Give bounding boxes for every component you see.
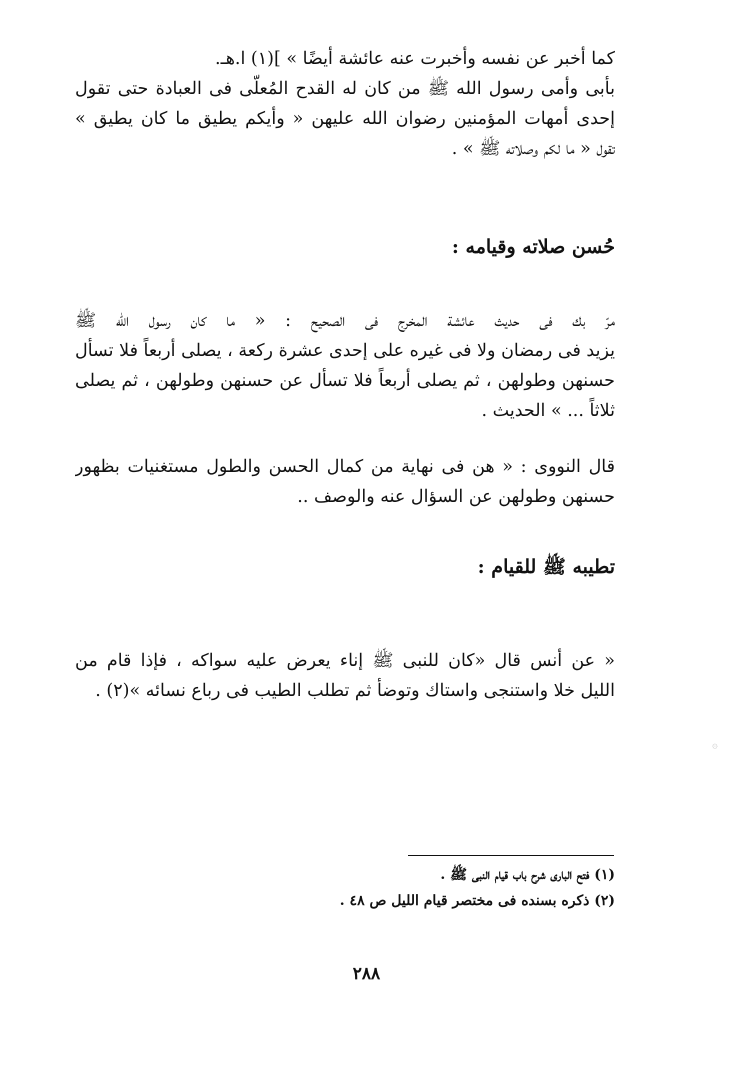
perfume-line-2: الليل خلا واستنجى واستاك وتوضأ ثم تطلب الطيب فى رباع نسائه »(٢) . <box>95 681 615 701</box>
perfume-line-1: « عن أنس قال «كان للنبى ﷺ إناء يعرض عليه سواكه ، فإذا قام من <box>75 651 615 671</box>
prayer-p1-line-4: ثلاثاً ... » الحديث . <box>481 401 615 421</box>
page-number: ٢٨٨ <box>352 964 381 984</box>
intro-line-3: إحدى أمهات المؤمنين رضوان الله عليهن « وأيكم يطيق ما كان يطيق » <box>75 109 615 129</box>
prayer-paragraph-1 <box>75 306 615 426</box>
footnotes <box>75 862 615 914</box>
prayer-p1-line-1: مرّ بك فى حديث عائشة المخرج فى الصحيح : « ما كان رسول الله ﷺ <box>75 311 615 331</box>
prayer-p1-line-2: يزيد فى رمضان ولا فى غيره على إحدى عشرة ركعة ، يصلى أربعاً فلا تسأل <box>75 341 615 361</box>
heading-prayer-quality: حُسن صلاته وقيامه : <box>451 236 615 258</box>
intro-paragraph <box>75 44 615 164</box>
prayer-paragraph-2 <box>75 452 615 512</box>
prayer-p1-line-3: حسنهن وطولهن ، ثم يصلى أربعاً فلا تسأل عن حسنهن وطولهن ، ثم يصلى <box>75 371 615 391</box>
intro-line-2: بأبى وأمى رسول الله ﷺ من كان له القدح المُعلّى فى العبادة حتى تقول <box>75 79 615 99</box>
margin-ornament-icon: ۞ <box>712 740 718 751</box>
prayer-p2-line-2: حسنهن وطولهن عن السؤال عنه والوصف .. <box>297 487 615 507</box>
heading-perfume: تطيبه ﷺ للقيام : <box>477 556 615 578</box>
prayer-p2-line-1: قال النووى : « هن فى نهاية من كمال الحسن والطول مستغنيات بظهور <box>75 457 615 477</box>
footnote-1: (١) فتح البارى شرح باب قيام النبى ﷺ . <box>440 867 615 883</box>
perfume-paragraph <box>75 646 615 706</box>
footnote-2: (٢) ذكره بسنده فى مختصر قيام الليل ص ٤٨ . <box>339 893 615 909</box>
intro-line-1: كما أخبر عن نفسه وأخبرت عنه عائشة أيضًا » ](١) ا.هـ. <box>215 49 615 69</box>
footnote-divider <box>408 855 614 856</box>
intro-line-4: تقول « ما لكم وصلاته ﷺ » . <box>451 139 615 159</box>
